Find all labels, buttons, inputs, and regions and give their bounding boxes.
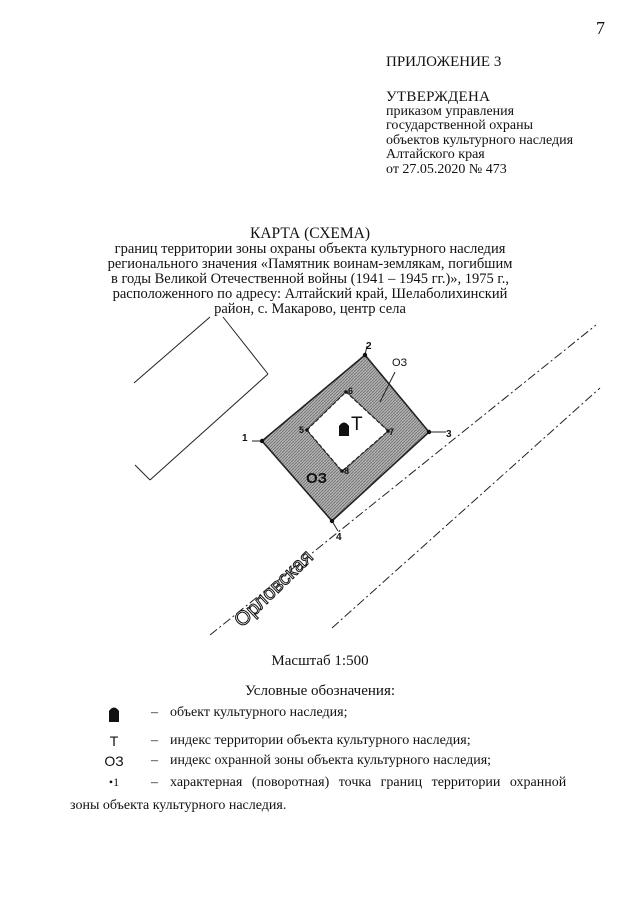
monument-icon <box>339 423 349 437</box>
legend-symbol: •1 <box>108 775 120 789</box>
point-marker <box>330 519 334 523</box>
approval-line: приказом управления <box>386 103 515 119</box>
monument-legend-icon <box>107 705 121 723</box>
legend-text: объект культурного наследия; <box>170 705 348 720</box>
point-marker <box>363 353 367 357</box>
heading-line: район, с. Макарово, центр села <box>214 301 406 317</box>
point-label-3: 3 <box>446 429 452 440</box>
point-label-6: 6 <box>348 386 354 396</box>
legend-row <box>96 775 602 795</box>
heading-title: КАРТА (СХЕМА) <box>249 225 370 242</box>
neighbour-building-outline <box>134 317 268 480</box>
legend-dash: – <box>151 775 158 790</box>
legend-continuation: зоны объекта культурного наследия. <box>70 798 287 813</box>
legend-title: Условные обозначения: <box>244 683 396 699</box>
territory-index-label: Т <box>351 414 363 435</box>
point-label-7: 7 <box>389 427 395 437</box>
heading-line: расположенного по адресу: Алтайский край, Шелаболихинский <box>112 286 508 302</box>
street-name-label: Орловская <box>230 545 318 632</box>
point-label-2: 2 <box>366 341 372 352</box>
point-marker <box>305 428 309 432</box>
zone-index-label-outside: ОЗ <box>392 357 408 369</box>
legend-dash: – <box>151 705 158 720</box>
heading-line: границ территории зоны охраны объекта культурного наследия <box>114 241 506 257</box>
zone-index-label-inside: ОЗ <box>306 470 328 487</box>
heading-line: регионального значения «Памятник воинам-землякам, погибшим <box>107 256 513 272</box>
legend-symbol: Т <box>109 733 119 749</box>
legend-symbol: ОЗ <box>104 753 124 769</box>
point-label-8: 8 <box>344 466 350 476</box>
approval-line: объектов культурного наследия <box>386 132 574 148</box>
legend-dash: – <box>151 733 158 748</box>
point-marker <box>260 439 264 443</box>
legend-text: характерная (поворотная) точка границ территории охранной <box>170 775 567 790</box>
approval-line: Алтайского края <box>386 147 485 162</box>
appendix-label: ПРИЛОЖЕНИЕ 3 <box>386 54 502 70</box>
legend-text: индекс территории объекта культурного наследия; <box>170 733 471 748</box>
point-label-1: 1 <box>242 433 248 444</box>
page-number: 7 <box>596 18 605 38</box>
approval-line: государственной охраны <box>386 118 534 133</box>
approval-date-line: от 27.05.2020 № 473 <box>386 161 507 177</box>
legend-symbol <box>96 705 132 728</box>
heading-line: в годы Великой Отечественной войны (1941 – 1945 гг.)», 1975 г., <box>110 271 509 287</box>
legend-text: индекс охранной зоны объекта культурного наследия; <box>170 753 492 768</box>
point-label-4: 4 <box>336 532 342 543</box>
approval-title: УТВЕРЖДЕНА <box>386 89 491 105</box>
legend-dash: – <box>151 753 158 768</box>
point-label-5: 5 <box>299 425 305 435</box>
scale-label: Масштаб 1:500 <box>271 653 369 669</box>
point-marker <box>427 430 431 434</box>
